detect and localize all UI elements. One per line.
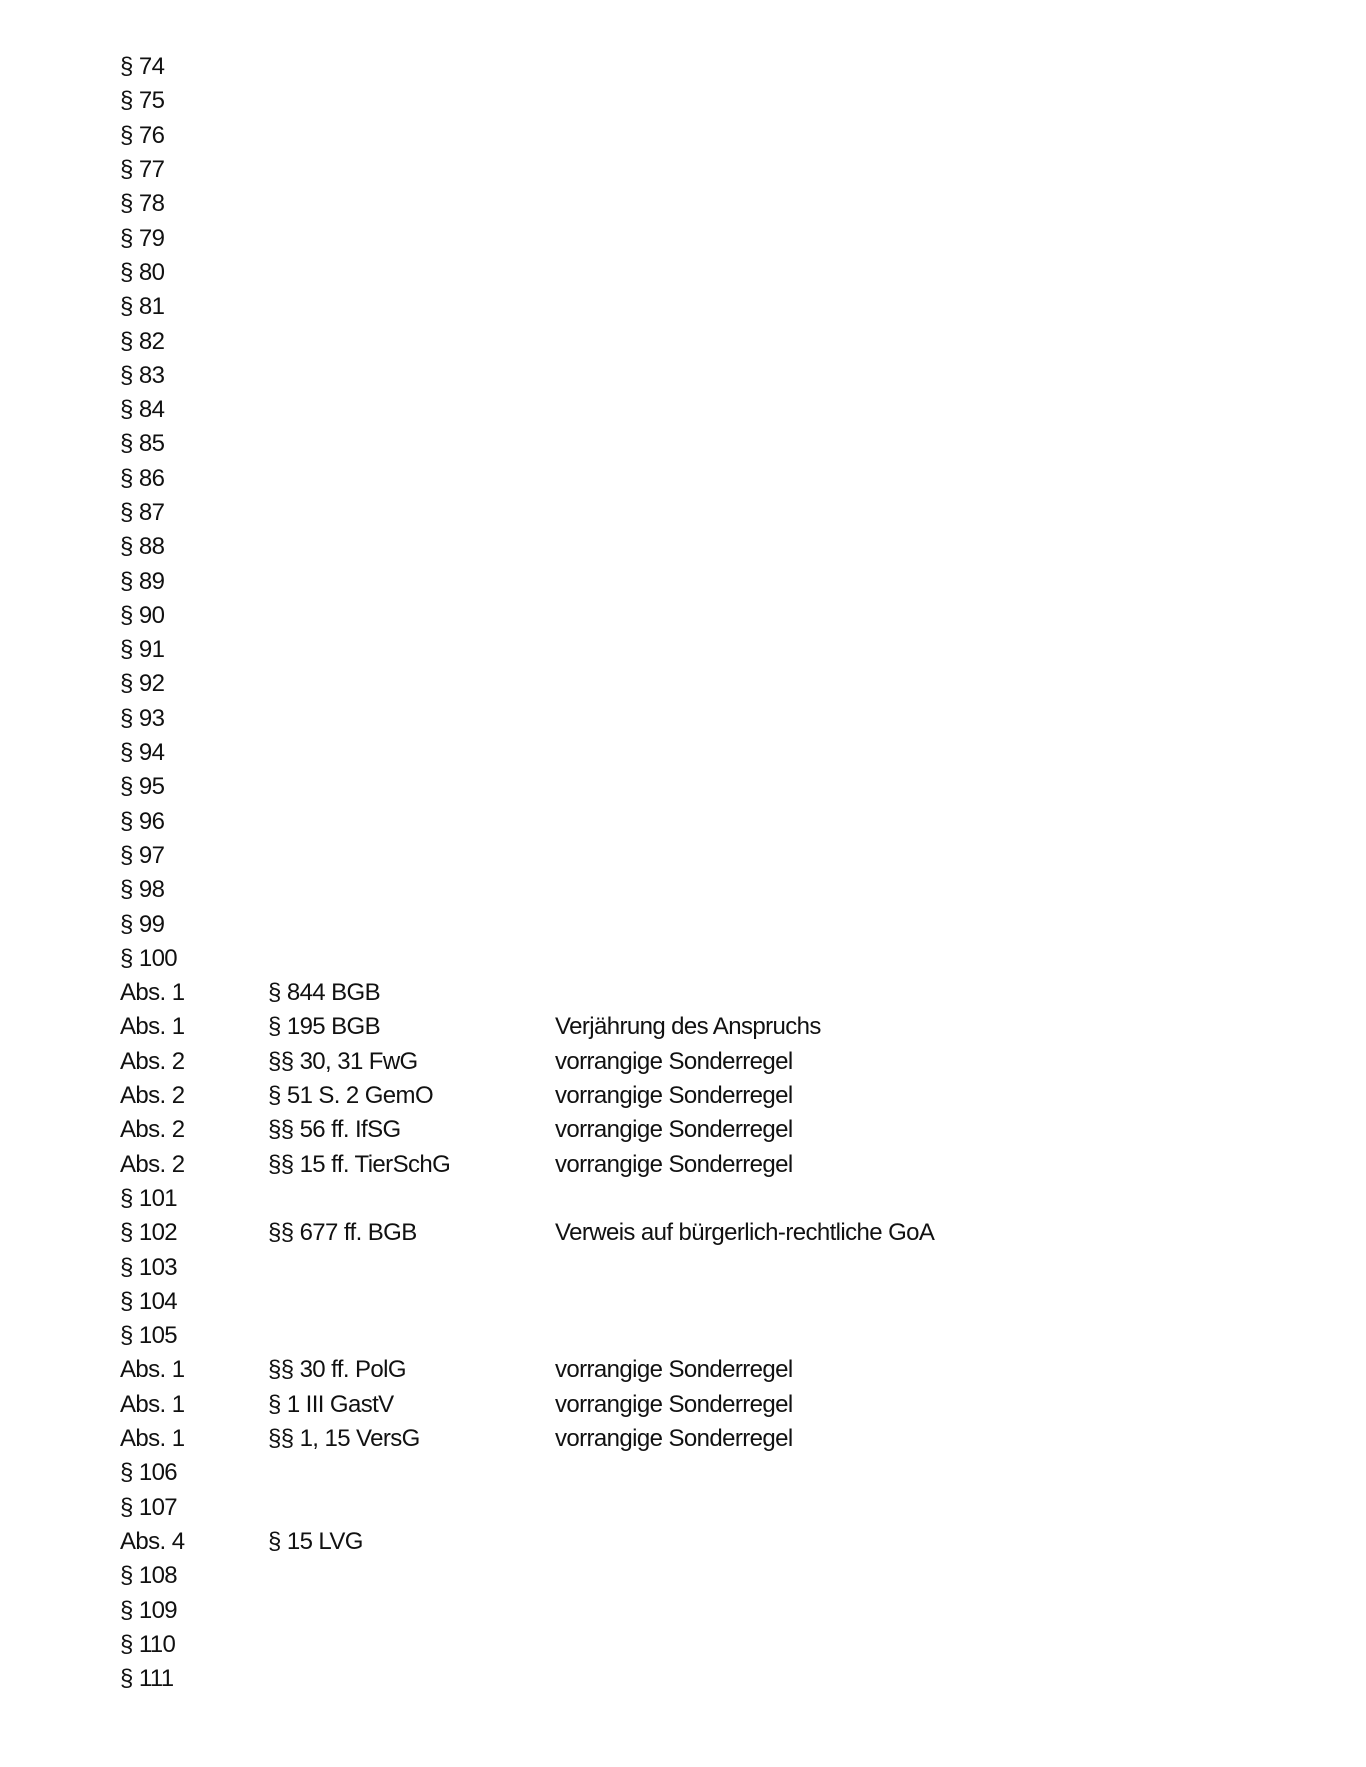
table-row	[120, 1388, 1220, 1422]
reference-cell: §§ 30, 31 FwG	[268, 1047, 418, 1075]
table-row	[120, 153, 1220, 187]
section-cell: § 103	[120, 1253, 178, 1281]
section-cell: § 85	[120, 430, 165, 458]
table-row	[120, 187, 1220, 221]
table-row	[120, 359, 1220, 393]
section-cell: § 97	[120, 841, 165, 869]
table-row	[120, 1353, 1220, 1387]
note-cell: Verjährung des Anspruchs	[555, 1013, 821, 1041]
section-cell: § 95	[120, 773, 165, 801]
section-cell: Abs. 2	[120, 1047, 185, 1075]
section-cell: § 101	[120, 1184, 178, 1212]
section-cell: § 80	[120, 258, 165, 286]
section-cell: § 87	[120, 499, 165, 526]
note-cell: Verweis auf bürgerlich-rechtliche GoA	[555, 1219, 935, 1247]
section-cell: § 102	[120, 1219, 178, 1247]
section-cell: § 100	[120, 944, 178, 972]
note-cell: vorrangige Sonderregel	[555, 1356, 793, 1384]
table-row	[120, 1010, 1220, 1044]
table-row	[120, 84, 1220, 118]
note-cell: vorrangige Sonderregel	[555, 1390, 793, 1418]
note-cell: vorrangige Sonderregel	[555, 1425, 793, 1453]
table-row	[120, 667, 1220, 701]
table-row	[120, 1182, 1220, 1216]
table-row	[120, 942, 1220, 976]
section-cell: § 94	[120, 739, 165, 767]
table-row	[120, 50, 1220, 84]
section-cell: § 104	[120, 1287, 178, 1315]
table-row	[120, 1628, 1220, 1662]
table-row	[120, 496, 1220, 530]
table-row	[120, 1285, 1220, 1319]
section-cell: § 99	[120, 910, 165, 938]
section-cell: Abs. 2	[120, 1150, 185, 1178]
section-cell: § 92	[120, 670, 165, 698]
note-cell: vorrangige Sonderregel	[555, 1116, 793, 1144]
section-cell: § 90	[120, 601, 165, 629]
section-cell: § 79	[120, 224, 165, 252]
reference-cell: §§ 30 ff. PolG	[268, 1356, 406, 1384]
reference-cell: §§ 677 ff. BGB	[268, 1219, 417, 1247]
table-row	[120, 770, 1220, 804]
reference-cell: § 1 III GastV	[268, 1390, 394, 1418]
table-row	[120, 564, 1220, 598]
section-cell: Abs. 4	[120, 1527, 185, 1555]
table-row	[120, 1045, 1220, 1079]
section-cell: § 81	[120, 293, 165, 321]
table-row	[120, 1250, 1220, 1284]
table-row	[120, 976, 1220, 1010]
reference-cell: §§ 15 ff. TierSchG	[268, 1150, 451, 1178]
section-cell: Abs. 1	[120, 979, 185, 1007]
table-row	[120, 873, 1220, 907]
table-row	[120, 1216, 1220, 1250]
table-row	[120, 1559, 1220, 1593]
section-cell: § 108	[120, 1562, 178, 1590]
section-cell: § 84	[120, 396, 165, 424]
reference-cell: § 51 S. 2 GemO	[268, 1082, 434, 1110]
table-row	[120, 221, 1220, 255]
reference-table	[120, 50, 1220, 1696]
section-cell: § 86	[120, 464, 165, 492]
reference-cell: § 844 BGB	[268, 979, 381, 1007]
section-cell: Abs. 2	[120, 1116, 185, 1144]
section-cell: Abs. 1	[120, 1013, 185, 1041]
section-cell: § 107	[120, 1493, 178, 1521]
table-row	[120, 1079, 1220, 1113]
section-cell: § 109	[120, 1596, 178, 1624]
section-cell: § 88	[120, 533, 165, 561]
note-cell: vorrangige Sonderregel	[555, 1082, 793, 1110]
section-cell: Abs. 1	[120, 1425, 185, 1453]
table-row	[120, 633, 1220, 667]
table-row	[120, 119, 1220, 153]
reference-cell: §§ 56 ff. IfSG	[268, 1116, 401, 1144]
table-row	[120, 256, 1220, 290]
section-cell: § 76	[120, 121, 165, 149]
table-row	[120, 1456, 1220, 1490]
table-row	[120, 1525, 1220, 1559]
table-row	[120, 1113, 1220, 1147]
section-cell: § 78	[120, 190, 165, 218]
table-row	[120, 805, 1220, 839]
table-row	[120, 393, 1220, 427]
section-cell: § 111	[120, 1665, 174, 1693]
section-cell: § 75	[120, 87, 165, 115]
reference-cell: § 15 LVG	[268, 1527, 363, 1555]
table-row	[120, 1490, 1220, 1524]
section-cell: Abs. 1	[120, 1356, 185, 1384]
table-row	[120, 839, 1220, 873]
table-row	[120, 1319, 1220, 1353]
table-row	[120, 530, 1220, 564]
section-cell: § 110	[120, 1630, 176, 1658]
table-row	[120, 290, 1220, 324]
reference-cell: §§ 1, 15 VersG	[268, 1425, 420, 1453]
section-cell: § 93	[120, 704, 165, 732]
table-row	[120, 1148, 1220, 1182]
section-cell: § 89	[120, 567, 165, 595]
section-cell: § 82	[120, 327, 165, 355]
note-cell: vorrangige Sonderregel	[555, 1047, 793, 1075]
section-cell: Abs. 2	[120, 1082, 185, 1110]
table-row	[120, 1593, 1220, 1627]
section-cell: § 91	[120, 636, 165, 664]
table-row	[120, 1662, 1220, 1696]
section-cell: § 74	[120, 53, 165, 81]
table-row	[120, 736, 1220, 770]
section-cell: § 77	[120, 156, 165, 184]
section-cell: § 83	[120, 361, 165, 389]
section-cell: § 106	[120, 1459, 178, 1487]
table-row	[120, 324, 1220, 358]
section-cell: § 96	[120, 807, 165, 835]
section-cell: Abs. 1	[120, 1390, 185, 1418]
table-row	[120, 462, 1220, 496]
table-row	[120, 599, 1220, 633]
note-cell: vorrangige Sonderregel	[555, 1150, 793, 1178]
table-row	[120, 907, 1220, 941]
section-cell: § 98	[120, 876, 165, 904]
section-cell: § 105	[120, 1322, 178, 1350]
table-row	[120, 1422, 1220, 1456]
table-row	[120, 702, 1220, 736]
reference-cell: § 195 BGB	[268, 1013, 381, 1041]
table-row	[120, 427, 1220, 461]
